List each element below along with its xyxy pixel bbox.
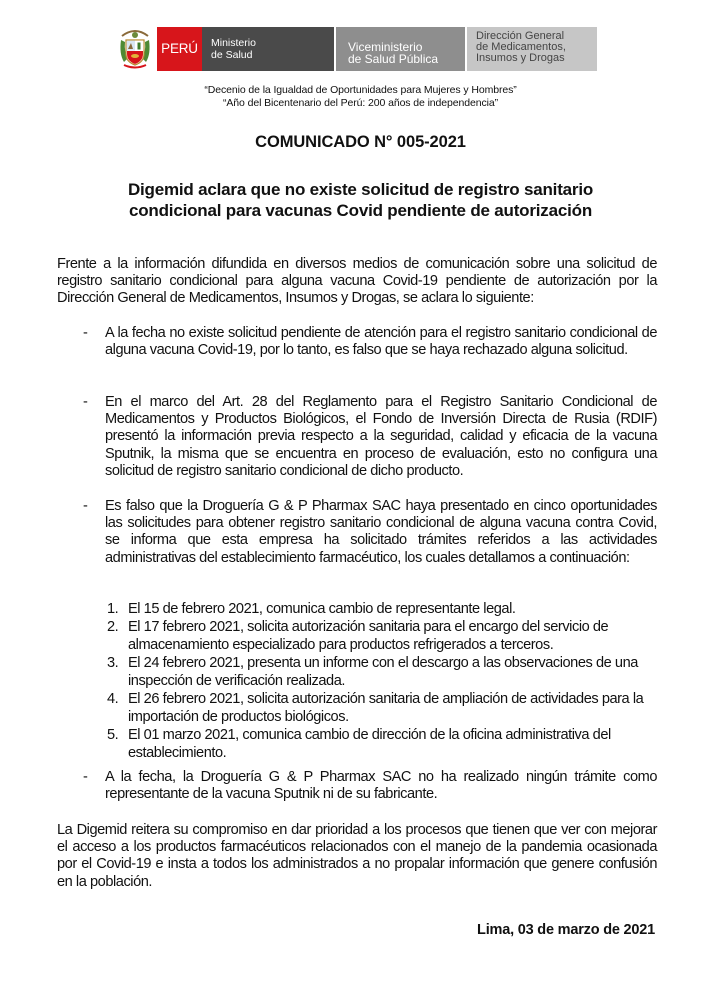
closing-paragraph: La Digemid reitera su compromiso en dar prioridad a los procesos que tienen que ver con mejorar el acceso a los productos farmacéuticos relacionados con el manejo de la pandemia ocasionada por el Covid-19 e insta a todos los administrados a no propalar información que genere confusión en la población.: [57, 822, 657, 890]
numbered-item: [107, 654, 647, 690]
bullet-text: A la fecha no existe solicitud pendiente de atención para el registro sanitario condicional de alguna vacuna Covid-19, por lo tanto, es falso que se haya rechazado alguna solicitud.: [105, 325, 657, 359]
bullet-text: A la fecha, la Droguería G & P Pharmax SAC no ha realizado ningún trámite como representante de la vacuna Sputnik ni de su fabricante.: [105, 769, 657, 803]
bullet-item: [83, 325, 657, 359]
item-number: 4.: [107, 691, 119, 707]
bullet-dash: -: [83, 498, 88, 514]
numbered-item: [107, 726, 647, 762]
intro-paragraph: Frente a la información difundida en diversos medios de comunicación sobre una solicitud de registro sanitario condicional para alguna vacuna Covid-19 pendiente de autorización por la Dirección General de Medicamentos, Insumos y Drogas, se aclara lo siguiente:: [57, 256, 657, 307]
directorate-line-1: Dirección General: [476, 30, 565, 42]
bullet-text: En el marco del Art. 28 del Reglamento para el Registro Sanitario Condicional de Medicamentos y Productos Biológicos, el Fondo de Inversión Directa de Rusia (RDIF) presentó la información previa respecto a la seguridad, calidad y eficacia de la vacuna Sputnik, la misma que se encuentra en proceso de evaluación, esto no configura una solicitud de registro sanitario condicional de dicho producto.: [105, 394, 657, 479]
item-text: El 01 marzo 2021, comunica cambio de dirección de la oficina administrativa del establecimiento.: [128, 727, 611, 761]
bullet-item: [83, 498, 657, 567]
bullet-item: [83, 769, 657, 803]
signature-date: Lima, 03 de marzo de 2021: [477, 922, 655, 938]
bullet-item: [83, 394, 657, 480]
ministry-block: [202, 27, 334, 71]
vice-ministry-line-2: de Salud Pública: [348, 52, 439, 66]
item-number: 2.: [107, 619, 119, 635]
vice-ministry-line-1: Viceministerio: [348, 40, 423, 54]
subtitle-line: Digemid aclara que no existe solicitud de registro sanitario: [127, 180, 594, 199]
numbered-item: [107, 690, 647, 726]
decree-line: “Año del Bicentenario del Perú: 200 años de independencia”: [223, 97, 498, 109]
item-text: El 26 febrero 2021, solicita autorización sanitaria de ampliación de actividades para la importación de productos biológicos.: [128, 691, 644, 725]
directorate-line-2: de Medicamentos,: [476, 41, 566, 53]
subtitle-line: condicional para vacunas Covid pendiente de autorización: [128, 201, 592, 220]
bullet-dash: -: [83, 394, 88, 410]
item-number: 5.: [107, 727, 119, 743]
directorate-line-3: Insumos y Drogas: [476, 52, 565, 64]
document-subtitle: [0, 179, 721, 221]
peru-coat-of-arms-icon: [118, 26, 152, 70]
item-text: El 17 febrero 2021, solicita autorización sanitaria para el encargo del servicio de almacenamiento especializado para productos refrigerados a terceros.: [128, 619, 609, 653]
numbered-item: [107, 600, 647, 618]
numbered-item: [107, 618, 647, 654]
institutional-header: [112, 24, 602, 72]
ministry-line-1: Ministerio: [211, 37, 256, 49]
peru-label: PERÚ: [161, 41, 198, 56]
item-number: 3.: [107, 655, 119, 671]
item-text: El 15 de febrero 2021, comunica cambio de representante legal.: [128, 601, 516, 617]
bullet-dash: -: [83, 769, 88, 785]
decree-line: “Decenio de la Igualdad de Oportunidades para Mujeres y Hombres”: [204, 84, 517, 96]
numbered-list: [107, 600, 647, 762]
item-text: El 24 febrero 2021, presenta un informe con el descargo a las observaciones de una inspección de verificación realizada.: [128, 655, 638, 689]
directorate-block: [467, 27, 597, 71]
decree-mottos: [0, 84, 721, 110]
ministry-line-2: de Salud: [211, 49, 253, 61]
peru-brand-block: [157, 27, 202, 71]
bullet-dash: -: [83, 325, 88, 341]
document-title: COMUNICADO N° 005-2021: [255, 133, 466, 151]
item-number: 1.: [107, 601, 119, 617]
vice-ministry-block: [336, 27, 465, 71]
bullet-text: Es falso que la Droguería G & P Pharmax SAC haya presentado en cinco oportunidades las solicitudes para obtener registro sanitario condicional de alguna vacuna contra Covid, se informa que esta empresa ha solicitado trámites referidos a las actividades administrativas del establecimiento farmacéutico, los cuales detallamos a continuación:: [105, 498, 657, 566]
